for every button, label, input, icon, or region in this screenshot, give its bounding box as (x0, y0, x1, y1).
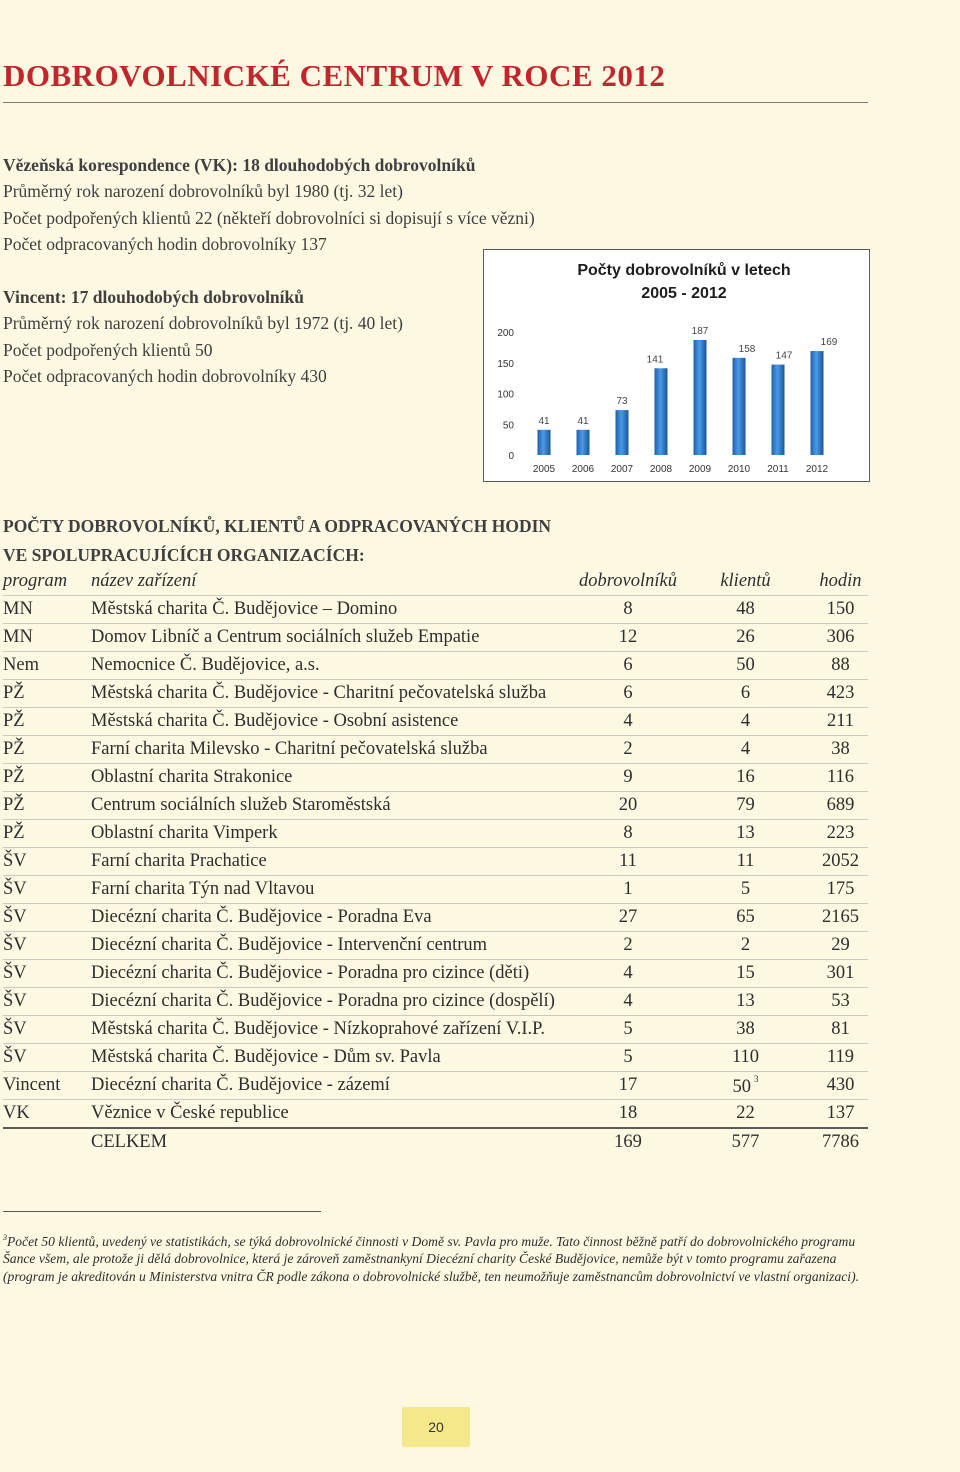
footnote-divider (3, 1211, 321, 1212)
row-program (3, 1044, 91, 1072)
row-clients-value: 4 (740, 711, 751, 731)
col-header-program: program (3, 568, 91, 596)
table-row (3, 736, 868, 764)
row-clients-value: 50 (736, 655, 755, 675)
row-program (3, 1016, 91, 1044)
row-volunteers (578, 1072, 678, 1100)
row-volunteers-value: 8 (623, 823, 633, 843)
data-label: 41 (538, 415, 550, 427)
row-clients (678, 960, 813, 988)
row-hours (813, 1100, 868, 1129)
row-program (3, 876, 91, 904)
row-hours (813, 876, 868, 904)
y-tick-label: 0 (508, 451, 514, 462)
row-clients (678, 1044, 813, 1072)
row-name-value: Diecézní charita Č. Budějovice - Intervenční centrum (91, 935, 488, 955)
row-volunteers (578, 736, 678, 764)
footnote-ref: 3 (754, 1073, 759, 1084)
row-program (3, 960, 91, 988)
footnote (3, 1229, 871, 1285)
bar-2007 (616, 410, 629, 455)
row-hours (813, 652, 868, 680)
row-program (3, 792, 91, 820)
row-hours (813, 596, 868, 624)
row-volunteers (578, 624, 678, 652)
orgs-heading (3, 512, 551, 570)
row-hours-value: 223 (826, 823, 855, 843)
row-volunteers (578, 792, 678, 820)
y-tick-label: 50 (502, 420, 514, 432)
row-program (3, 764, 91, 792)
row-program-value: VK (3, 1103, 30, 1123)
row-hours-value: 53 (831, 991, 850, 1011)
row-name-value: Oblastní charita Strakonice (91, 767, 293, 787)
data-label: 141 (646, 354, 664, 366)
row-volunteers (578, 988, 678, 1016)
table-row (3, 848, 868, 876)
row-program (3, 932, 91, 960)
row-volunteers-value: 2 (623, 739, 633, 759)
row-program (3, 708, 91, 736)
row-clients-value: 79 (736, 795, 755, 815)
row-program-value: ŠV (3, 1047, 27, 1067)
row-program-value: ŠV (3, 907, 27, 927)
total-label: CELKEM (91, 1132, 168, 1152)
data-label: 147 (775, 350, 793, 362)
vk-hours: Počet odpracovaných hodin dobrovolníky 137 (3, 234, 327, 255)
row-clients (678, 904, 813, 932)
title-divider (3, 102, 868, 103)
row-volunteers-value: 12 (618, 627, 638, 647)
vk-clients: Počet podpořených klientů 22 (někteří dobrovolníci si dopisují s více vězni) (3, 207, 535, 228)
row-clients-value: 6 (740, 683, 751, 703)
table-row (3, 1016, 868, 1044)
total-hours: 7786 (822, 1132, 859, 1152)
row-clients-value: 5 (740, 879, 751, 899)
row-program (3, 1072, 91, 1100)
row-hours-value: 211 (826, 711, 855, 731)
row-program-value: ŠV (3, 851, 27, 871)
row-name (91, 652, 578, 680)
table-row (3, 708, 868, 736)
row-volunteers (578, 764, 678, 792)
footnote-marker: 3 (3, 1233, 7, 1242)
data-label: 73 (616, 396, 628, 408)
row-name (91, 1044, 578, 1072)
row-volunteers (578, 596, 678, 624)
row-volunteers (578, 876, 678, 904)
vincent-summary (3, 284, 403, 390)
bar-2010 (733, 358, 746, 455)
chart-bars (533, 326, 838, 475)
chart-title: Počty dobrovolníků v letech (577, 262, 791, 279)
row-volunteers-value: 6 (623, 683, 633, 703)
vk-heading: Vězeňská korespondence (VK): 18 dlouhodobých dobrovolníků (3, 155, 476, 175)
row-hours (813, 932, 868, 960)
table-row (3, 820, 868, 848)
table-row (3, 680, 868, 708)
row-program (3, 680, 91, 708)
x-tick-label: 2011 (767, 464, 789, 475)
row-volunteers-value: 9 (623, 767, 633, 787)
row-name-value: Věznice v České republice (91, 1103, 289, 1123)
row-program-value: PŽ (3, 767, 25, 787)
vk-birth-year: Průměrný rok narození dobrovolníků byl 1980 (tj. 32 let) (3, 181, 403, 202)
bar-2012 (811, 351, 824, 455)
row-name (91, 904, 578, 932)
row-name (91, 876, 578, 904)
row-volunteers (578, 1100, 678, 1129)
x-tick-label: 2006 (571, 464, 595, 475)
row-volunteers-value: 8 (623, 599, 633, 619)
table-row (3, 1100, 868, 1129)
row-hours (813, 764, 868, 792)
row-name-value: Diecézní charita Č. Budějovice - Poradna pro cizince (děti) (91, 963, 530, 983)
row-clients (678, 820, 813, 848)
row-clients-value: 26 (736, 627, 755, 647)
x-tick-label: 2012 (805, 464, 829, 475)
chart-subtitle: 2005 - 2012 (641, 285, 727, 302)
row-clients-value: 13 (736, 823, 755, 843)
page-title: DOBROVOLNICKÉ CENTRUM V ROCE 2012 (3, 58, 666, 93)
row-program-value: Vincent (3, 1075, 61, 1095)
row-volunteers-value: 4 (623, 711, 633, 731)
row-volunteers (578, 652, 678, 680)
bar-2008 (655, 368, 668, 455)
row-program-value: PŽ (3, 795, 25, 815)
row-program (3, 652, 91, 680)
row-name (91, 1016, 578, 1044)
row-volunteers-value: 5 (623, 1047, 633, 1067)
row-hours (813, 848, 868, 876)
x-tick-label: 2007 (610, 464, 634, 475)
row-clients-value: 22 (736, 1103, 755, 1123)
row-volunteers-value: 4 (623, 963, 633, 983)
row-hours-value: 137 (826, 1103, 855, 1123)
row-name-value: Oblastní charita Vimperk (91, 823, 278, 843)
row-name (91, 960, 578, 988)
row-program (3, 736, 91, 764)
row-volunteers-value: 27 (618, 907, 638, 927)
row-hours-value: 2052 (822, 851, 859, 871)
row-clients-value: 4 (740, 739, 751, 759)
row-clients-value: 15 (736, 963, 755, 983)
row-volunteers-value: 2 (623, 935, 633, 955)
row-clients (678, 932, 813, 960)
row-name (91, 736, 578, 764)
row-program (3, 1100, 91, 1129)
row-program-value: PŽ (3, 711, 25, 731)
data-label: 41 (577, 415, 589, 427)
row-hours-value: 430 (826, 1075, 855, 1095)
row-program-value: ŠV (3, 935, 27, 955)
row-name (91, 988, 578, 1016)
total-clients: 577 (731, 1132, 760, 1152)
row-hours (813, 1044, 868, 1072)
row-hours (813, 904, 868, 932)
table-row (3, 624, 868, 652)
row-name-value: Diecézní charita Č. Budějovice - Poradna pro cizince (dospělí) (91, 991, 555, 1011)
row-clients (678, 1100, 813, 1129)
row-name (91, 1100, 578, 1129)
row-volunteers-value: 5 (623, 1019, 633, 1039)
row-name-value: Centrum sociálních služeb Staroměstská (91, 795, 391, 815)
table-row (3, 960, 868, 988)
x-tick-label: 2010 (727, 464, 751, 475)
row-program-value: PŽ (3, 823, 25, 843)
x-tick-label: 2009 (688, 464, 712, 475)
row-volunteers (578, 1016, 678, 1044)
row-volunteers (578, 932, 678, 960)
total-volunteers: 169 (614, 1132, 642, 1152)
row-clients (678, 876, 813, 904)
row-volunteers (578, 1044, 678, 1072)
table-row (3, 1072, 868, 1100)
row-clients (678, 848, 813, 876)
row-name (91, 1072, 578, 1100)
table-row (3, 932, 868, 960)
orgs-heading-line1: POČTY DOBROVOLNÍKŮ, KLIENTŮ A ODPRACOVANÝCH HODIN (3, 516, 552, 536)
row-name-value: Městská charita Č. Budějovice - Nízkoprahové zařízení V.I.P. (91, 1019, 545, 1039)
row-name-value: Městská charita Č. Budějovice – Domino (91, 599, 398, 619)
row-hours-value: 689 (826, 795, 855, 815)
data-label: 187 (691, 325, 709, 337)
row-program-value: ŠV (3, 963, 27, 983)
row-clients-value: 110 (731, 1047, 760, 1067)
row-volunteers-value: 17 (618, 1075, 638, 1095)
row-program-value: Nem (3, 655, 39, 675)
row-name-value: Nemocnice Č. Budějovice, a.s. (91, 655, 320, 675)
row-clients-value: 11 (736, 851, 755, 871)
col-header-clients: klientů (678, 568, 813, 596)
y-tick-label: 200 (497, 328, 514, 339)
row-hours-value: 175 (826, 879, 855, 899)
row-program (3, 848, 91, 876)
bar-2005 (538, 430, 551, 455)
vincent-birth-year: Průměrný rok narození dobrovolníků byl 1972 (tj. 40 let) (3, 313, 403, 334)
col-header-hours: hodin (813, 568, 868, 596)
row-hours-value: 88 (831, 655, 850, 675)
row-program (3, 988, 91, 1016)
row-program (3, 624, 91, 652)
table-row (3, 1044, 868, 1072)
row-volunteers-value: 4 (623, 991, 633, 1011)
row-hours (813, 1016, 868, 1044)
row-program-value: ŠV (3, 879, 27, 899)
row-clients (678, 708, 813, 736)
row-hours (813, 624, 868, 652)
y-tick-label: 100 (497, 389, 514, 401)
x-tick-label: 2008 (649, 464, 673, 475)
row-hours (813, 960, 868, 988)
row-hours-value: 150 (826, 599, 855, 619)
table-row (3, 904, 868, 932)
row-name (91, 680, 578, 708)
row-volunteers-value: 20 (618, 795, 638, 815)
row-clients (678, 736, 813, 764)
row-clients (678, 1072, 813, 1100)
page-number: 20 (402, 1407, 470, 1447)
table-total-row (3, 1128, 868, 1156)
row-name (91, 764, 578, 792)
footnote-text: Počet 50 klientů, uvedený ve statistikách, se týká dobrovolnické činnosti v Domě sv. Pavla pro muže. Tato činnost běžně patří do dobrovolnického programu Šance všem, ale protože ji dělá dobrovolnice, která je zároveň zaměstnankyní Diecézní charity České Budějovice, nemůže být v tomto programu zařazena (program je akreditován u Ministerstva vnitra ČR podle zákona o dobrovolnické službě, ten neumožňuje zaměstnancům dobrovolnictví ve vlastní organizaci). (3, 1234, 860, 1284)
row-name-value: Farní charita Týn nad Vltavou (91, 879, 315, 899)
row-clients (678, 764, 813, 792)
row-name-value: Městská charita Č. Budějovice - Osobní asistence (91, 711, 459, 731)
row-hours-value: 2165 (822, 907, 859, 927)
col-header-volunteers: dobrovolníků (578, 568, 678, 596)
orgs-heading-line2: VE SPOLUPRACUJÍCÍCH ORGANIZACÍCH: (3, 545, 365, 565)
row-name-value: Městská charita Č. Budějovice - Dům sv. Pavla (91, 1047, 441, 1067)
row-clients (678, 988, 813, 1016)
row-program (3, 596, 91, 624)
row-name-value: Farní charita Prachatice (91, 851, 267, 871)
row-clients-value: 16 (736, 767, 755, 787)
row-clients-value: 13 (736, 991, 755, 1011)
row-volunteers-value: 6 (623, 655, 633, 675)
data-label: 169 (820, 337, 838, 349)
row-clients-value: 65 (736, 907, 755, 927)
vk-summary (3, 152, 535, 258)
row-clients (678, 624, 813, 652)
row-volunteers-value: 11 (619, 851, 637, 871)
table-row (3, 988, 868, 1016)
table-row (3, 876, 868, 904)
chart-canvas (484, 250, 869, 481)
row-hours-value: 116 (826, 767, 855, 787)
row-clients (678, 596, 813, 624)
data-label: 158 (738, 343, 756, 355)
row-program-value: ŠV (3, 991, 27, 1011)
table-row (3, 792, 868, 820)
row-name (91, 624, 578, 652)
row-volunteers (578, 680, 678, 708)
row-name (91, 820, 578, 848)
row-hours (813, 792, 868, 820)
row-volunteers (578, 820, 678, 848)
volunteers-chart (483, 249, 870, 482)
bar-2006 (577, 430, 590, 455)
row-name (91, 932, 578, 960)
row-name (91, 848, 578, 876)
table-row (3, 764, 868, 792)
x-tick-label: 2005 (532, 464, 556, 475)
table-header-row (3, 568, 868, 596)
row-volunteers (578, 708, 678, 736)
row-name-value: Domov Libníč a Centrum sociálních služeb Empatie (91, 627, 480, 647)
row-name (91, 708, 578, 736)
row-clients-value: 50 (732, 1076, 751, 1097)
row-hours (813, 736, 868, 764)
vincent-clients: Počet podpořených klientů 50 (3, 339, 213, 360)
row-name-value: Diecézní charita Č. Budějovice - Poradna Eva (91, 907, 432, 927)
table-row (3, 652, 868, 680)
orgs-table (3, 568, 868, 1156)
row-name (91, 596, 578, 624)
row-hours-value: 301 (826, 963, 855, 983)
table-row (3, 596, 868, 624)
row-clients-value: 38 (736, 1019, 755, 1039)
row-program-value: PŽ (3, 739, 25, 759)
row-volunteers-value: 18 (618, 1103, 638, 1123)
vincent-hours: Počet odpracovaných hodin dobrovolníky 430 (3, 366, 327, 387)
row-hours (813, 820, 868, 848)
row-name-value: Městská charita Č. Budějovice - Charitní pečovatelská služba (91, 683, 547, 703)
row-volunteers-value: 1 (623, 879, 633, 899)
row-clients-value: 48 (736, 599, 755, 619)
row-hours (813, 988, 868, 1016)
row-hours-value: 29 (831, 935, 850, 955)
vincent-heading: Vincent: 17 dlouhodobých dobrovolníků (3, 287, 304, 307)
row-name-value: Farní charita Milevsko - Charitní pečovatelská služba (91, 739, 488, 759)
row-program-value: ŠV (3, 1019, 27, 1039)
total-program (3, 1128, 91, 1156)
row-clients (678, 1016, 813, 1044)
row-hours-value: 38 (831, 739, 850, 759)
row-program (3, 820, 91, 848)
row-clients (678, 652, 813, 680)
row-clients (678, 792, 813, 820)
row-hours-value: 306 (826, 627, 855, 647)
row-program (3, 904, 91, 932)
row-hours-value: 81 (831, 1019, 850, 1039)
row-program-value: MN (3, 599, 33, 619)
row-program-value: PŽ (3, 683, 25, 703)
row-hours (813, 680, 868, 708)
chart-y-axis (497, 328, 514, 462)
row-clients-value: 2 (740, 935, 751, 955)
y-tick-label: 150 (497, 358, 514, 370)
row-program-value: MN (3, 627, 33, 647)
col-header-name: název zařízení (91, 568, 578, 596)
bar-2009 (694, 340, 707, 455)
row-name (91, 792, 578, 820)
bar-2011 (772, 365, 785, 455)
row-hours-value: 119 (826, 1047, 855, 1067)
row-clients (678, 680, 813, 708)
row-hours-value: 423 (826, 683, 855, 703)
row-volunteers (578, 904, 678, 932)
row-hours (813, 1072, 868, 1100)
row-volunteers (578, 960, 678, 988)
row-volunteers (578, 848, 678, 876)
row-name-value: Diecézní charita Č. Budějovice - zázemí (91, 1075, 390, 1095)
row-hours (813, 708, 868, 736)
